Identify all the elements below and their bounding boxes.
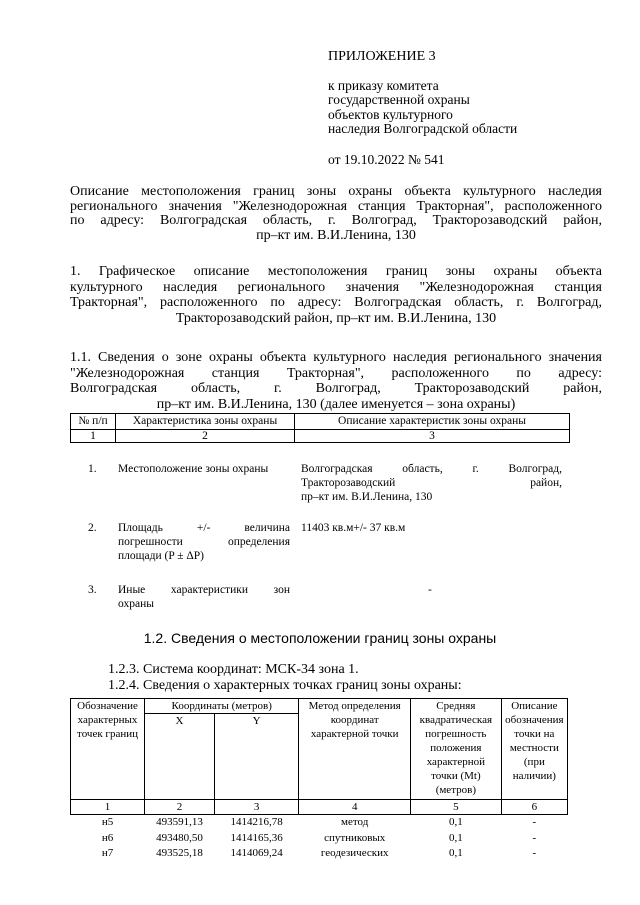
section-1-heading: [70, 264, 602, 326]
column-number: 5: [410, 800, 501, 815]
row-description: 11403 кв.м+/- 37 кв.м: [301, 522, 406, 534]
column-number: 6: [501, 800, 567, 815]
title-line: регионального значения "Железнодорожная станция Тракторная", расположенного: [70, 198, 602, 214]
point-description: -: [532, 816, 537, 828]
order-line: объектов культурного: [328, 106, 453, 122]
title-line: пр–кт им. В.И.Ленина, 130: [256, 227, 416, 243]
section-line: Тракторозаводский район, пр–кт им. В.И.Ленина, 130: [175, 310, 497, 326]
table-row: [71, 846, 568, 862]
point-method: спутниковых: [324, 831, 386, 844]
row-description: Волгоградская область, г. Волгоград,: [301, 463, 562, 475]
point-x: 493525,18: [156, 847, 203, 859]
row-number: 3.: [88, 584, 97, 596]
table-row: [71, 831, 568, 847]
column-number: 3: [295, 430, 570, 443]
point-description: -: [532, 831, 537, 844]
title-line: Описание местоположения границ зоны охраны объекта культурного наследия: [70, 184, 602, 199]
row-characteristic: погрешности определения: [118, 536, 290, 548]
header-point-description: Описание обозначения точки на местности (при наличии): [501, 699, 567, 800]
point-y: 1414216,78: [230, 816, 283, 828]
row-description: -: [428, 584, 432, 596]
table-row: [71, 815, 568, 831]
zone-characteristics-table: [70, 413, 570, 443]
header-number: № п/п: [71, 414, 116, 430]
point-method: метод: [341, 816, 369, 828]
section-line: Волгоградская область, г. Волгоград, Тракторозаводский район,: [70, 381, 602, 396]
order-reference: [328, 79, 517, 137]
title-line: по адресу: Волгоградская область, г. Волгоград, Тракторозаводский район,: [70, 213, 602, 228]
header-error: Средняя квадратическая погрешность положения характерной точки (Mt) (метров): [410, 699, 501, 800]
section-line: культурного наследия регионального значения "Железнодорожная станция: [70, 279, 602, 295]
section-line: 1.1. Сведения о зоне охраны объекта культурного наследия регионального значения: [70, 350, 602, 365]
appendix-header: [328, 50, 517, 167]
row-characteristic: охраны: [118, 598, 154, 610]
section-1-2-heading: 1.2. Сведения о местоположении границ зоны охраны: [143, 630, 497, 646]
boundary-points-table: [70, 698, 568, 862]
order-line: государственной охраны: [328, 92, 470, 107]
column-number: 4: [299, 800, 411, 815]
coordinate-system: 1.2.3. Система координат: МСК-34 зона 1.: [108, 662, 359, 677]
row-characteristic: Площадь +/- величина: [118, 522, 290, 534]
appendix-number: ПРИЛОЖЕНИЕ 3: [328, 49, 436, 64]
point-x: 493480,50: [156, 831, 203, 844]
point-y: 1414069,24: [230, 847, 283, 859]
order-line: к приказу комитета: [328, 77, 439, 93]
section-line: Тракторная", расположенного по адресу: Волгоградская область, г. Волгоград,: [70, 295, 602, 310]
order-line: наследия Волгоградской области: [328, 121, 518, 136]
header-method: Метод определения координат характерной точки: [299, 699, 411, 800]
header-point-designation: Обозначение характерных точек границ: [71, 699, 145, 800]
column-number: 2: [145, 800, 215, 815]
header-characteristic: Характеристика зоны охраны: [116, 414, 295, 430]
row-number: 2.: [88, 522, 97, 534]
row-description: пр–кт им. В.И.Ленина, 130: [301, 491, 433, 503]
point-id: н6: [101, 831, 114, 844]
point-id: н5: [101, 816, 114, 828]
header-y: Y: [214, 714, 298, 800]
point-error: 0,1: [448, 847, 463, 859]
header-x: X: [145, 714, 215, 800]
section-1-1-heading: [70, 350, 602, 412]
column-number: 1: [71, 430, 116, 443]
header-coordinates: Координаты (метров): [145, 699, 299, 714]
order-date: от 19.10.2022 № 541: [328, 151, 445, 167]
row-characteristic: Иные характеристики зон: [118, 584, 290, 596]
point-error: 0,1: [448, 816, 463, 828]
section-line: пр–кт им. В.И.Ленина, 130 (далее именуется – зона охраны): [156, 396, 516, 412]
point-description: -: [532, 847, 537, 859]
point-x: 493591,13: [156, 816, 203, 828]
section-line: 1. Графическое описание местоположения границ зоны охраны объекта: [70, 264, 602, 279]
point-method: геодезических: [320, 847, 389, 859]
section-line: "Железнодорожная станция Тракторная", расположенного по адресу:: [70, 365, 602, 381]
row-characteristic: площади (P ± ΔP): [118, 550, 204, 562]
column-number: 2: [116, 430, 295, 443]
row-description: Тракторозаводский район,: [301, 477, 562, 489]
document-title: [70, 185, 602, 243]
row-characteristic: Местоположение зоны охраны: [118, 463, 269, 475]
header-description: Описание характеристик зоны охраны: [295, 414, 570, 430]
coordinates-info: [108, 662, 462, 694]
points-title: 1.2.4. Сведения о характерных точках границ зоны охраны:: [108, 678, 462, 693]
point-id: н7: [101, 847, 114, 859]
column-number: 1: [71, 800, 145, 815]
row-number: 1.: [88, 463, 97, 475]
point-error: 0,1: [448, 831, 463, 844]
column-number: 3: [214, 800, 298, 815]
point-y: 1414165,36: [230, 831, 283, 844]
